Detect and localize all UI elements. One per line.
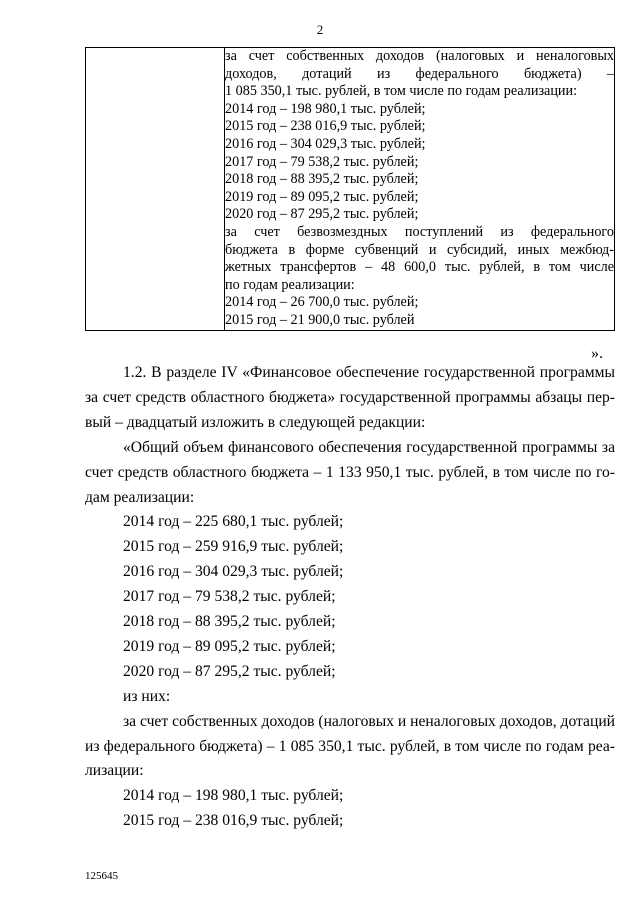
body-line: 2014 год – 198 980,1 тыс. рублей; [123,787,344,804]
body-line: за счет собственных доходов (налоговых и неналоговых доходов, дотаций [123,713,616,730]
body-line: 2019 год – 89 095,2 тыс. рублей; [123,638,336,655]
closing-quote: ». [591,345,603,362]
body-line: 2020 год – 87 295,2 тыс. рублей; [123,663,336,680]
table-left-cell [86,48,225,331]
table-line: 2014 год – 198 980,1 тыс. рублей; [225,100,426,117]
body-line: 2014 год – 225 680,1 тыс. рублей; [123,513,344,530]
page-number: 2 [316,22,324,37]
document-code: 125645 [85,870,118,882]
body-line: «Общий объем финансового обеспечения государственной программы за [123,439,615,456]
body-line: счет средств областного бюджета – 1 133 950,1 тыс. рублей, в том числе по го- [85,464,615,481]
table-line: 2016 год – 304 029,3 тыс. рублей; [225,135,426,152]
table-line: за счет безвозмездных поступлений из федерального [225,223,614,240]
body-line: 2017 год – 79 538,2 тыс. рублей; [123,588,336,605]
body-line: вый – двадцатый изложить в следующей редакции: [85,414,426,431]
budget-table [85,47,615,331]
body-line: из них: [123,688,171,705]
table-line: 2017 год – 79 538,2 тыс. рублей; [225,153,419,170]
table-row [86,48,615,331]
table-line: жетных трансфертов – 48 600,0 тыс. рублей, в том числе [225,259,614,276]
table-line: 2018 год – 88 395,2 тыс. рублей; [225,171,419,188]
body-line: 2015 год – 238 016,9 тыс. рублей; [123,812,344,829]
body-line: 2015 год – 259 916,9 тыс. рублей; [123,538,344,555]
body-line: 1.2. В разделе IV «Финансовое обеспечение государственной программы [123,364,615,381]
body-line: 2018 год – 88 395,2 тыс. рублей; [123,613,336,630]
table-line: 2019 год – 89 095,2 тыс. рублей; [225,188,419,205]
body-line: лизации: [85,762,144,779]
table-line: за счет собственных доходов (налоговых и неналоговых [225,48,614,64]
table-line: 1 085 350,1 тыс. рублей, в том числе по годам реализации: [225,83,578,100]
table-line: по годам реализации: [225,276,355,293]
table-line: 2015 год – 238 016,9 тыс. рублей; [225,118,426,135]
body-line: дам реализации: [85,489,195,506]
table-line: 2015 год – 21 900,0 тыс. рублей [225,311,415,328]
table-text-cell [225,48,615,331]
table-line: 2020 год – 87 295,2 тыс. рублей; [225,206,419,223]
table-line: бюджета в форме субвенций и субсидий, иных межбюд- [225,241,614,258]
table-line: 2014 год – 26 700,0 тыс. рублей; [225,294,419,311]
table-line: доходов, дотаций из федерального бюджета) – [225,65,614,82]
body-line: из федерального бюджета) – 1 085 350,1 тыс. рублей, в том числе по годам реа- [85,738,615,755]
body-line: за счет средств областного бюджета» государственной программы абзацы пер- [85,389,615,406]
body-line: 2016 год – 304 029,3 тыс. рублей; [123,563,344,580]
